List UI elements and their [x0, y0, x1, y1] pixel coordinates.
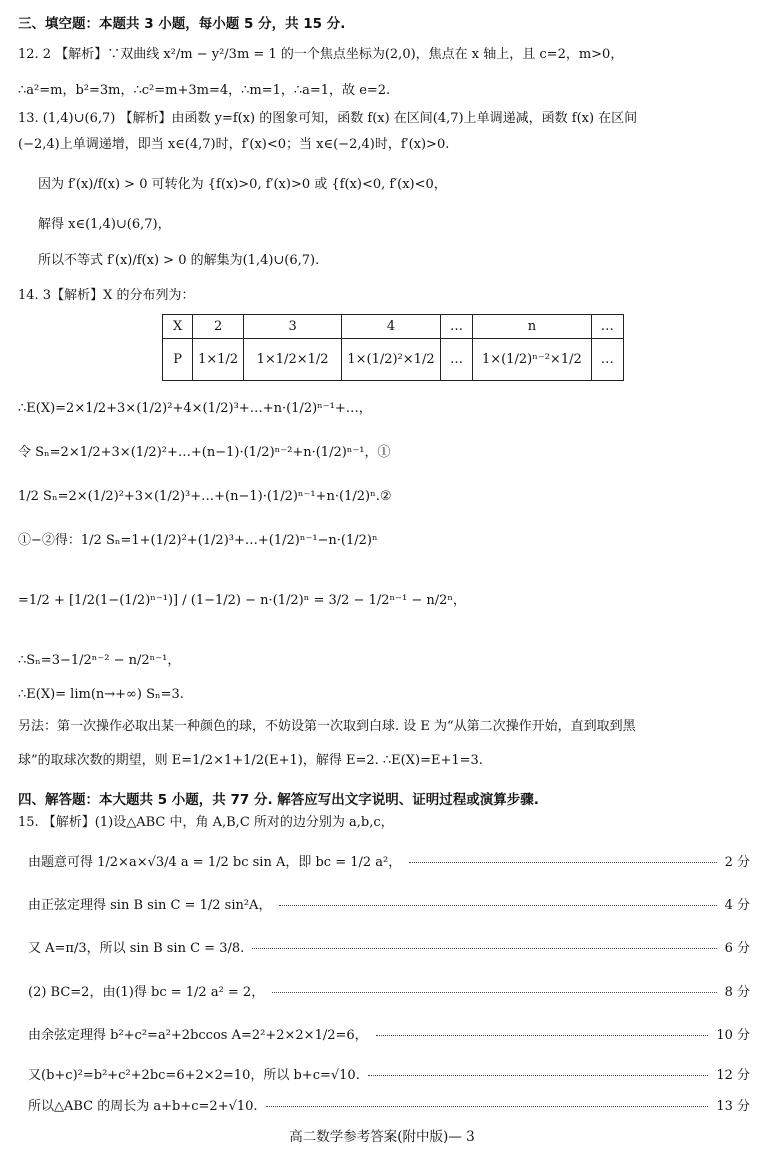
step-text: 所以△ABC 的周长为 a+b+c=2+√10.	[28, 1099, 258, 1114]
q15-intro: 15. 【解析】(1)设△ABC 中，角 A,B,C 所对的边分别为 a,b,c，	[18, 815, 394, 830]
dot-leader	[409, 862, 716, 863]
q13-line-2: (−2,4)上单调递增，即当 x∈(4,7)时，f′(x)<0；当 x∈(−2,4)时，f′(x)>0.	[18, 137, 450, 152]
table-cell: 3	[244, 315, 342, 339]
step-text: 由正弦定理得 sin B sin C = 1/2 sin²A，	[28, 898, 272, 913]
q14-alt-line-2: 球”的取球次数的期望，则 E=1/2×1+1/2(E+1)，解得 E=2. ∴E(X)=E+1=3.	[18, 753, 483, 768]
table-cell: P	[163, 339, 193, 381]
table-cell: 1×(1/2)ⁿ⁻²×1/2	[473, 339, 591, 381]
q13-line-1: 13. (1,4)∪(6,7) 【解析】由函数 y=f(x) 的图象可知，函数 f(x) 在区间(4,7)上单调递减，函数 f(x) 在区间	[18, 111, 638, 126]
section-3-heading: 三、填空题：本题共 3 小题，每小题 5 分，共 15 分.	[18, 16, 346, 32]
q14-line-5: =1/2 + [1/2(1−(1/2)ⁿ⁻¹)] / (1−1/2) − n·(1/2)ⁿ = 3/2 − 1/2ⁿ⁻¹ − n/2ⁿ，	[18, 593, 466, 608]
q13-line-5: 所以不等式 f′(x)/f(x) > 0 的解集为(1,4)∪(6,7).	[38, 253, 320, 268]
step-text: 由余弦定理得 b²+c²=a²+2bccos A=2²+2×2×1/2=6，	[28, 1028, 368, 1043]
step-points: 2 分	[724, 855, 750, 870]
dot-leader	[376, 1035, 709, 1036]
table-cell: 2	[193, 315, 244, 339]
q14-line-1: ∴E(X)=2×1/2+3×(1/2)²+4×(1/2)³+…+n·(1/2)ⁿ⁻¹+…，	[18, 401, 372, 416]
dot-leader	[368, 1075, 708, 1076]
table-row	[163, 315, 624, 339]
q12-line-1: 12. 2 【解析】∵双曲线 x²/m − y²/3m = 1 的一个焦点坐标为(2,0)，焦点在 x 轴上，且 c=2，m>0，	[18, 47, 624, 62]
q14-line-4: ①−②得：1/2 Sₙ=1+(1/2)²+(1/2)³+…+(1/2)ⁿ⁻¹−n·(1/2)ⁿ	[18, 533, 378, 548]
page-footer: 高二数学参考答案(附中版)— 3	[289, 1129, 475, 1145]
step-points: 12 分	[716, 1068, 750, 1083]
step-points: 6 分	[724, 941, 750, 956]
table-cell: 4	[342, 315, 441, 339]
dot-leader	[272, 992, 716, 993]
step-points: 4 分	[724, 898, 750, 913]
table-cell: X	[163, 315, 193, 339]
table-row	[163, 339, 624, 381]
section-4-heading: 四、解答题：本大题共 5 小题，共 77 分. 解答应写出文字说明、证明过程或演算步骤.	[18, 792, 539, 808]
dot-leader	[252, 948, 716, 949]
step-text: 又(b+c)²=b²+c²+2bc=6+2×2=10，所以 b+c=√10.	[28, 1068, 360, 1083]
table-cell: …	[440, 339, 472, 381]
step-text: (2) BC=2，由(1)得 bc = 1/2 a² = 2，	[28, 985, 265, 1000]
q15-step	[28, 937, 750, 956]
q15-step	[28, 1064, 750, 1083]
q15-step	[28, 1024, 750, 1043]
q12-line-2: ∴a²=m，b²=3m，∴c²=m+3m=4，∴m=1，∴a=1，故 e=2.	[18, 83, 391, 98]
dot-leader	[279, 905, 716, 906]
step-points: 10 分	[716, 1028, 750, 1043]
q15-step	[28, 981, 750, 1000]
table-cell: …	[591, 339, 623, 381]
step-points: 13 分	[716, 1099, 750, 1114]
table-cell: 1×1/2×1/2	[244, 339, 342, 381]
q13-line-4: 解得 x∈(1,4)∪(6,7)，	[38, 217, 171, 232]
step-text: 又 A=π/3，所以 sin B sin C = 3/8.	[28, 941, 245, 956]
step-text: 由题意可得 1/2×a×√3/4 a = 1/2 bc sin A，即 bc = 1/2 a²，	[28, 855, 402, 870]
table-cell: 1×(1/2)²×1/2	[342, 339, 441, 381]
q14-line-3: 1/2 Sₙ=2×(1/2)²+3×(1/2)³+…+(n−1)·(1/2)ⁿ⁻¹+n·(1/2)ⁿ.②	[18, 489, 392, 504]
table-cell: n	[473, 315, 591, 339]
q14-alt-line-1: 另法：第一次操作必取出某一种颜色的球，不妨设第一次取到白球. 设 E 为“从第二次操作开始，直到取到黑	[18, 719, 636, 734]
q15-step	[28, 851, 750, 870]
q15-step	[28, 1095, 750, 1114]
q14-line-6: ∴Sₙ=3−1/2ⁿ⁻² − n/2ⁿ⁻¹，	[18, 653, 181, 668]
q14-intro: 14. 3【解析】X 的分布列为：	[18, 288, 195, 303]
step-points: 8 分	[724, 985, 750, 1000]
q13-line-3: 因为 f′(x)/f(x) > 0 可转化为 {f(x)>0, f′(x)>0 或 {f(x)<0, f′(x)<0，	[38, 177, 447, 192]
q15-step	[28, 894, 750, 913]
q14-line-2: 令 Sₙ=2×1/2+3×(1/2)²+…+(n−1)·(1/2)ⁿ⁻²+n·(1/2)ⁿ⁻¹，①	[18, 445, 391, 460]
distribution-table	[162, 314, 624, 381]
dot-leader	[266, 1106, 709, 1107]
q14-line-7: ∴E(X)= lim(n→+∞) Sₙ=3.	[18, 687, 184, 702]
table-cell: …	[591, 315, 623, 339]
table-cell: …	[440, 315, 472, 339]
table-cell: 1×1/2	[193, 339, 244, 381]
